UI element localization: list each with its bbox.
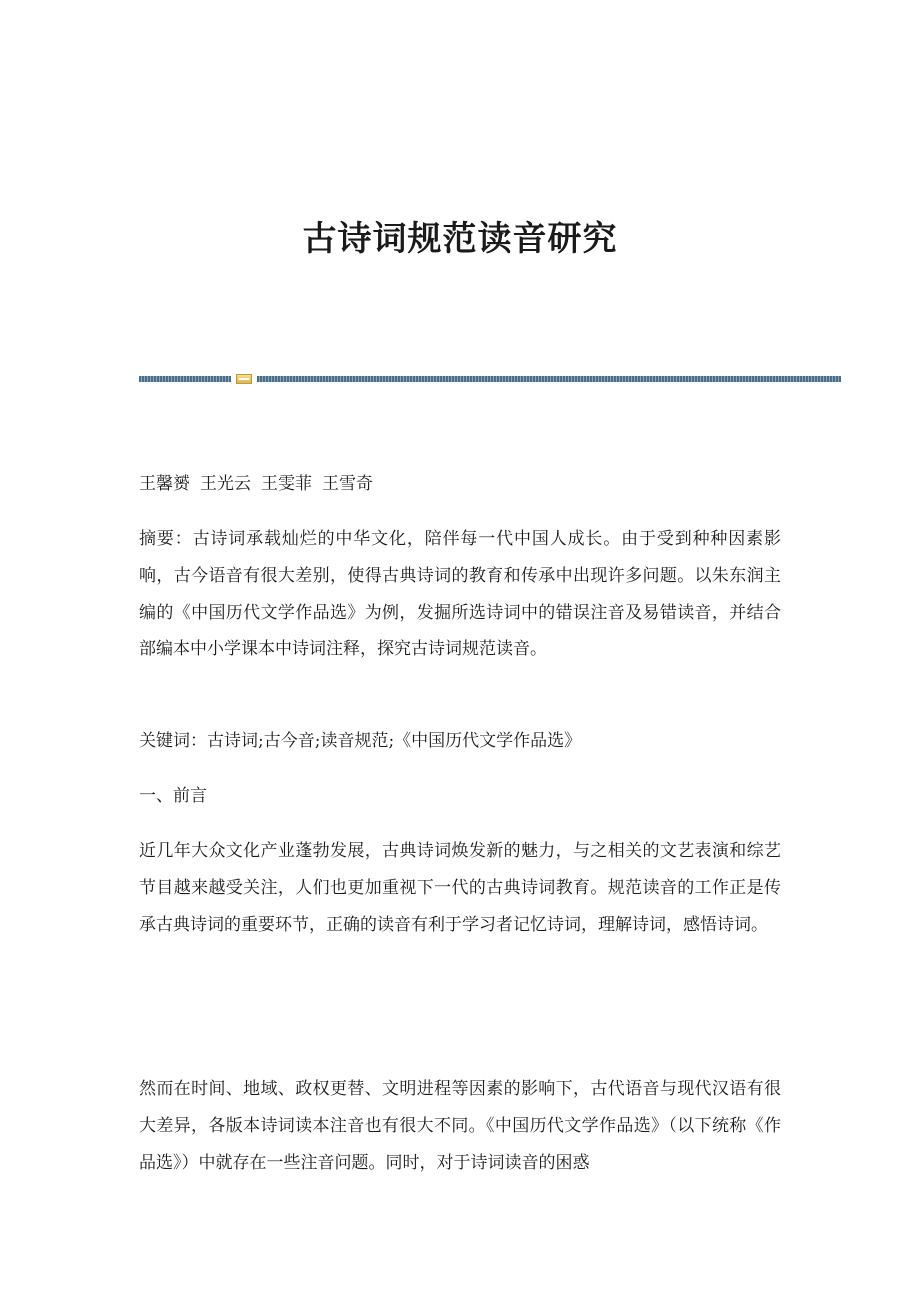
author-name: 王雯菲 xyxy=(261,474,312,494)
body-paragraph: 近几年大众文化产业蓬勃发展，古典诗词焕发新的魅力，与之相关的文艺表演和综艺节目越来越受关注，人们也更加重视下一代的古典诗词教育。规范读音的工作正是传承古典诗词的重要环节，正确的读音有利于学习者记忆诗词，理解诗词，感悟诗词。 xyxy=(139,841,781,935)
author-name: 王雪奇 xyxy=(322,474,373,494)
divider-bar-left xyxy=(139,376,231,382)
keywords: 关键词：古诗词;古今音;读音规范;《中国历代文学作品选》 xyxy=(139,731,582,751)
divider-ornament-icon xyxy=(236,374,252,384)
title-divider xyxy=(139,374,841,384)
abstract: 摘要：古诗词承载灿烂的中华文化，陪伴每一代中国人成长。由于受到种种因素影响，古今语音有很大差别，使得古典诗词的教育和传承中出现许多问题。以朱东润主编的《中国历代文学作品选》为例，发掘所选诗词中的错误注音及易错读音，并结合部编本中小学课本中诗词注释，探究古诗词规范读音。 xyxy=(139,529,781,660)
body-paragraph: 然而在时间、地域、政权更替、文明进程等因素的影响下，古代语音与现代汉语有很大差异，各版本诗词读本注音也有很大不同。《中国历代文学作品选》（以下统称《作品选》）中就存在一些注音问题。同时，对于诗词读音的困惑 xyxy=(139,1079,781,1173)
author-list xyxy=(139,466,781,503)
author-name: 王馨赟 xyxy=(139,474,190,494)
paper-title: 古诗词规范读音研究 xyxy=(302,219,618,259)
divider-bar-right xyxy=(257,376,841,382)
author-name: 王光云 xyxy=(200,474,251,494)
section-heading: 一、前言 xyxy=(139,786,207,806)
